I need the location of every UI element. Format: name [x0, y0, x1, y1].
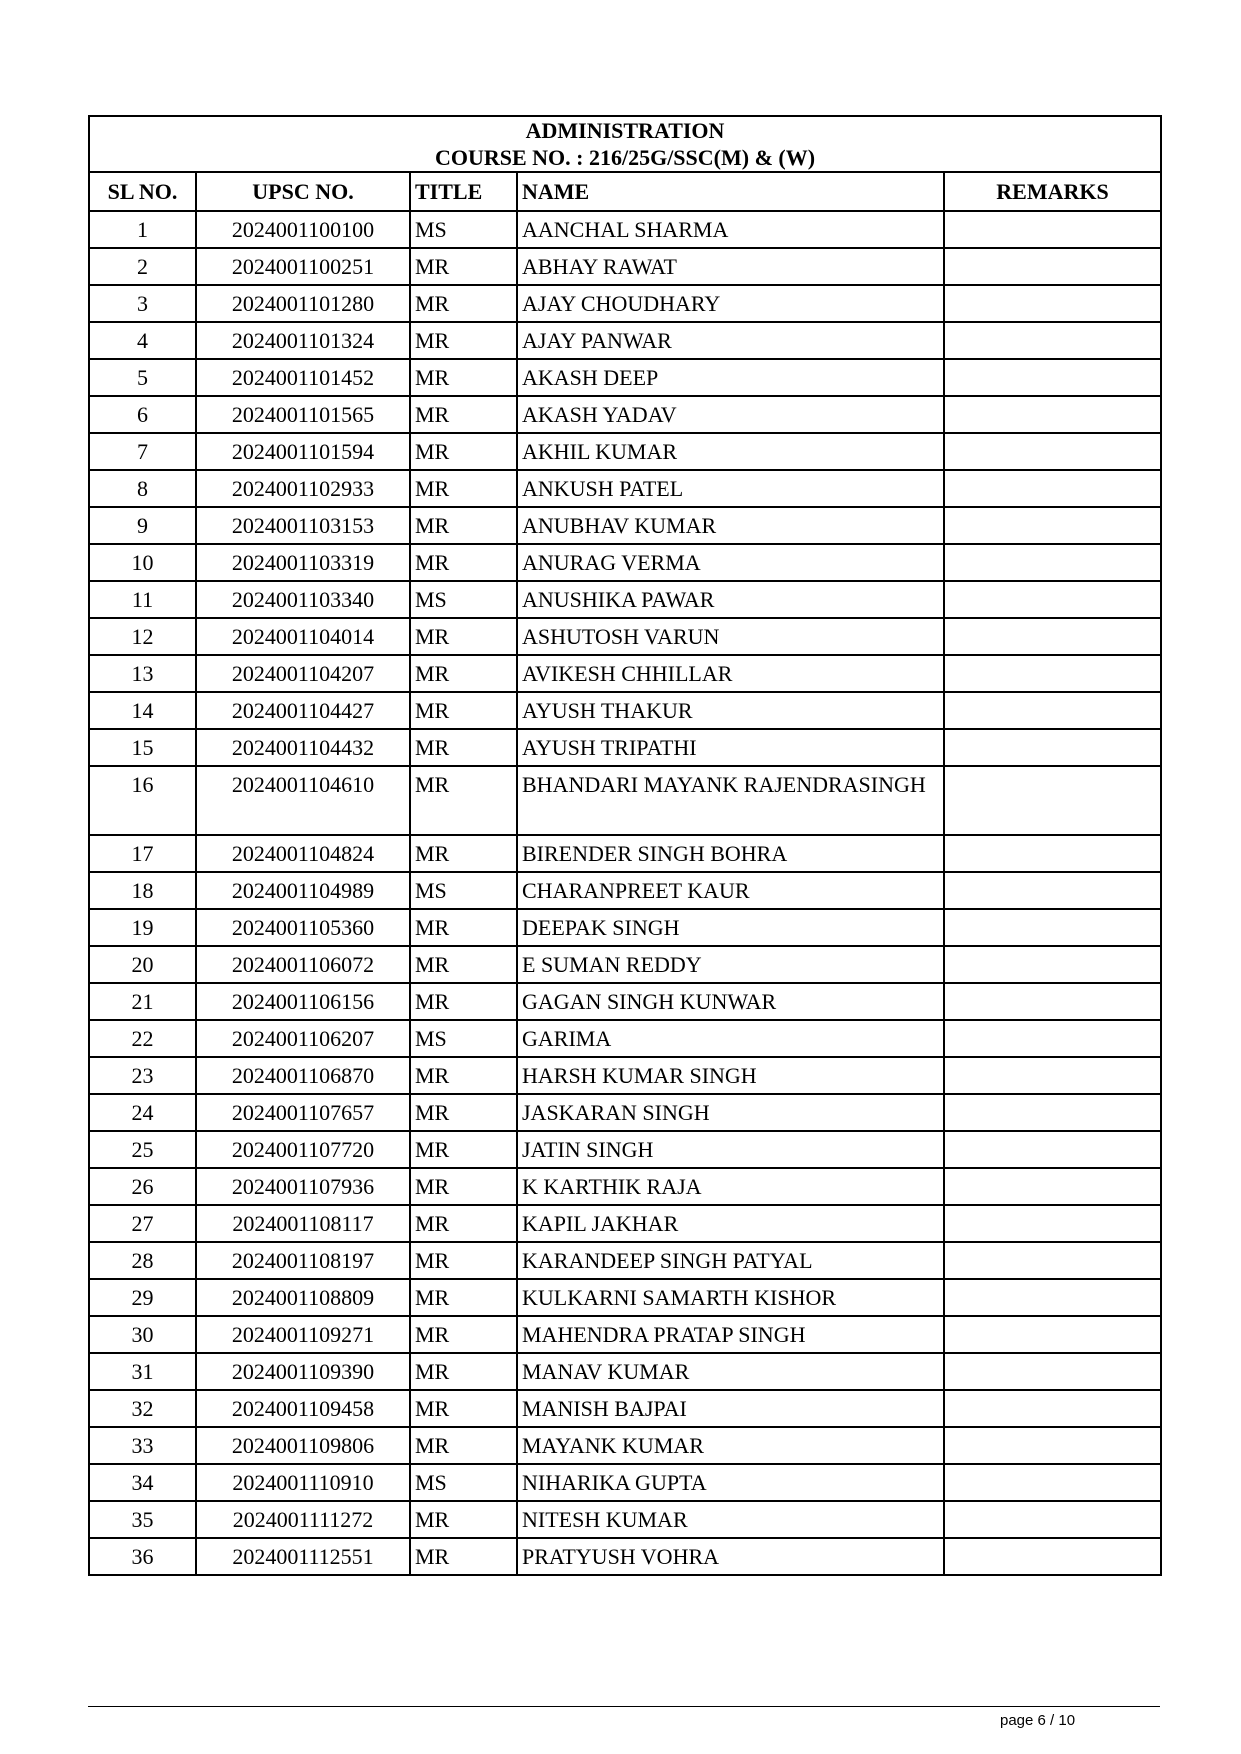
name-cell: NITESH KUMAR — [517, 1501, 944, 1538]
sl-no-cell: 8 — [89, 470, 196, 507]
sl-no-cell: 26 — [89, 1168, 196, 1205]
sl-no-cell: 35 — [89, 1501, 196, 1538]
title-cell: MR — [410, 692, 517, 729]
table-banner — [89, 116, 1161, 172]
remarks-cell — [944, 1538, 1161, 1575]
sl-no-cell: 15 — [89, 729, 196, 766]
title-cell: MR — [410, 618, 517, 655]
sl-no-cell: 34 — [89, 1464, 196, 1501]
sl-no-cell: 20 — [89, 946, 196, 983]
table-row — [89, 285, 1161, 322]
name-cell: AKASH YADAV — [517, 396, 944, 433]
upsc-no-cell: 2024001100100 — [196, 211, 410, 248]
title-cell: MS — [410, 1020, 517, 1057]
remarks-cell — [944, 1501, 1161, 1538]
remarks-cell — [944, 581, 1161, 618]
sl-no-cell: 27 — [89, 1205, 196, 1242]
upsc-no-cell: 2024001109390 — [196, 1353, 410, 1390]
table-row — [89, 396, 1161, 433]
title-cell: MR — [410, 322, 517, 359]
upsc-no-cell: 2024001100251 — [196, 248, 410, 285]
sl-no-cell: 30 — [89, 1316, 196, 1353]
title-cell: MR — [410, 1057, 517, 1094]
title-cell: MR — [410, 1205, 517, 1242]
upsc-no-cell: 2024001104989 — [196, 872, 410, 909]
title-cell: MR — [410, 248, 517, 285]
upsc-no-cell: 2024001105360 — [196, 909, 410, 946]
remarks-cell — [944, 618, 1161, 655]
title-cell: MR — [410, 1168, 517, 1205]
sl-no-cell: 36 — [89, 1538, 196, 1575]
table-row — [89, 1390, 1161, 1427]
name-cell: AKHIL KUMAR — [517, 433, 944, 470]
table-row — [89, 433, 1161, 470]
title-cell: MR — [410, 1501, 517, 1538]
sl-no-cell: 6 — [89, 396, 196, 433]
upsc-no-cell: 2024001107720 — [196, 1131, 410, 1168]
sl-no-cell: 28 — [89, 1242, 196, 1279]
name-cell: MANISH BAJPAI — [517, 1390, 944, 1427]
name-cell: MANAV KUMAR — [517, 1353, 944, 1390]
sl-no-cell: 22 — [89, 1020, 196, 1057]
remarks-cell — [944, 1242, 1161, 1279]
remarks-cell — [944, 1131, 1161, 1168]
name-cell: AYUSH THAKUR — [517, 692, 944, 729]
footer-divider — [88, 1706, 1160, 1707]
remarks-cell — [944, 729, 1161, 766]
sl-no-cell: 13 — [89, 655, 196, 692]
upsc-no-cell: 2024001109271 — [196, 1316, 410, 1353]
name-cell: AKASH DEEP — [517, 359, 944, 396]
table-row — [89, 1168, 1161, 1205]
table-row — [89, 1279, 1161, 1316]
table-row — [89, 1464, 1161, 1501]
upsc-no-cell: 2024001107936 — [196, 1168, 410, 1205]
sl-no-cell: 7 — [89, 433, 196, 470]
sl-no-cell: 12 — [89, 618, 196, 655]
table-row — [89, 1094, 1161, 1131]
remarks-cell — [944, 835, 1161, 872]
upsc-no-cell: 2024001106207 — [196, 1020, 410, 1057]
column-header-title: TITLE — [410, 172, 517, 211]
upsc-no-cell: 2024001112551 — [196, 1538, 410, 1575]
remarks-cell — [944, 359, 1161, 396]
title-cell: MR — [410, 835, 517, 872]
remarks-cell — [944, 507, 1161, 544]
table-row — [89, 1427, 1161, 1464]
remarks-cell — [944, 470, 1161, 507]
table-row — [89, 1538, 1161, 1575]
name-cell: ANURAG VERMA — [517, 544, 944, 581]
name-cell: AYUSH TRIPATHI — [517, 729, 944, 766]
title-cell: MR — [410, 1390, 517, 1427]
upsc-no-cell: 2024001101324 — [196, 322, 410, 359]
name-cell: ANKUSH PATEL — [517, 470, 944, 507]
name-cell: HARSH KUMAR SINGH — [517, 1057, 944, 1094]
remarks-cell — [944, 1094, 1161, 1131]
table-row — [89, 655, 1161, 692]
name-cell: KULKARNI SAMARTH KISHOR — [517, 1279, 944, 1316]
name-cell: AVIKESH CHHILLAR — [517, 655, 944, 692]
title-cell: MR — [410, 470, 517, 507]
remarks-cell — [944, 1316, 1161, 1353]
name-cell: KARANDEEP SINGH PATYAL — [517, 1242, 944, 1279]
upsc-no-cell: 2024001101280 — [196, 285, 410, 322]
table-row — [89, 1057, 1161, 1094]
upsc-no-cell: 2024001102933 — [196, 470, 410, 507]
table-row — [89, 359, 1161, 396]
remarks-cell — [944, 872, 1161, 909]
upsc-no-cell: 2024001101594 — [196, 433, 410, 470]
name-cell: ABHAY RAWAT — [517, 248, 944, 285]
upsc-no-cell: 2024001108117 — [196, 1205, 410, 1242]
table-row — [89, 766, 1161, 835]
course-heading: COURSE NO. : 216/25G/SSC(M) & (W) — [434, 145, 816, 170]
remarks-cell — [944, 285, 1161, 322]
name-cell: PRATYUSH VOHRA — [517, 1538, 944, 1575]
upsc-no-cell: 2024001106072 — [196, 946, 410, 983]
roster-table — [88, 115, 1162, 1576]
title-cell: MR — [410, 359, 517, 396]
table-row — [89, 872, 1161, 909]
table-row — [89, 211, 1161, 248]
remarks-cell — [944, 1279, 1161, 1316]
table-row — [89, 322, 1161, 359]
table-row — [89, 507, 1161, 544]
name-cell: ANUBHAV KUMAR — [517, 507, 944, 544]
sl-no-cell: 25 — [89, 1131, 196, 1168]
remarks-cell — [944, 766, 1161, 835]
sl-no-cell: 3 — [89, 285, 196, 322]
name-cell: K KARTHIK RAJA — [517, 1168, 944, 1205]
title-cell: MR — [410, 983, 517, 1020]
title-cell: MS — [410, 211, 517, 248]
sl-no-cell: 33 — [89, 1427, 196, 1464]
sl-no-cell: 23 — [89, 1057, 196, 1094]
remarks-cell — [944, 322, 1161, 359]
name-cell: GARIMA — [517, 1020, 944, 1057]
title-cell: MR — [410, 946, 517, 983]
upsc-no-cell: 2024001109806 — [196, 1427, 410, 1464]
title-cell: MR — [410, 909, 517, 946]
title-cell: MR — [410, 285, 517, 322]
column-header-name: NAME — [517, 172, 944, 211]
upsc-no-cell: 2024001111272 — [196, 1501, 410, 1538]
upsc-no-cell: 2024001110910 — [196, 1464, 410, 1501]
sl-no-cell: 17 — [89, 835, 196, 872]
remarks-cell — [944, 1020, 1161, 1057]
sl-no-cell: 5 — [89, 359, 196, 396]
name-cell: CHARANPREET KAUR — [517, 872, 944, 909]
upsc-no-cell: 2024001101565 — [196, 396, 410, 433]
sl-no-cell: 31 — [89, 1353, 196, 1390]
title-cell: MR — [410, 1538, 517, 1575]
title-cell: MS — [410, 872, 517, 909]
remarks-cell — [944, 248, 1161, 285]
sl-no-cell: 32 — [89, 1390, 196, 1427]
sl-no-cell: 10 — [89, 544, 196, 581]
remarks-cell — [944, 1464, 1161, 1501]
table-row — [89, 1353, 1161, 1390]
table-banner-row — [89, 116, 1161, 172]
name-cell: MAHENDRA PRATAP SINGH — [517, 1316, 944, 1353]
title-cell: MR — [410, 1427, 517, 1464]
table-row — [89, 1501, 1161, 1538]
remarks-cell — [944, 655, 1161, 692]
upsc-no-cell: 2024001107657 — [196, 1094, 410, 1131]
table-row — [89, 618, 1161, 655]
name-cell: AJAY PANWAR — [517, 322, 944, 359]
title-cell: MR — [410, 433, 517, 470]
name-cell: ANUSHIKA PAWAR — [517, 581, 944, 618]
table-row — [89, 729, 1161, 766]
remarks-cell — [944, 909, 1161, 946]
remarks-cell — [944, 1205, 1161, 1242]
table-row — [89, 946, 1161, 983]
sl-no-cell: 1 — [89, 211, 196, 248]
upsc-no-cell: 2024001104427 — [196, 692, 410, 729]
remarks-cell — [944, 396, 1161, 433]
name-cell: BIRENDER SINGH BOHRA — [517, 835, 944, 872]
name-cell: AJAY CHOUDHARY — [517, 285, 944, 322]
name-cell: GAGAN SINGH KUNWAR — [517, 983, 944, 1020]
name-cell: NIHARIKA GUPTA — [517, 1464, 944, 1501]
remarks-cell — [944, 692, 1161, 729]
sl-no-cell: 29 — [89, 1279, 196, 1316]
sl-no-cell: 18 — [89, 872, 196, 909]
roster-sheet — [88, 115, 1160, 1576]
table-row — [89, 581, 1161, 618]
upsc-no-cell: 2024001104014 — [196, 618, 410, 655]
sl-no-cell: 2 — [89, 248, 196, 285]
upsc-no-cell: 2024001109458 — [196, 1390, 410, 1427]
title-cell: MR — [410, 1316, 517, 1353]
title-cell: MR — [410, 1131, 517, 1168]
roster-body — [89, 211, 1161, 1575]
name-cell: JASKARAN SINGH — [517, 1094, 944, 1131]
sl-no-cell: 16 — [89, 766, 196, 835]
title-cell: MR — [410, 1094, 517, 1131]
name-cell: MAYANK KUMAR — [517, 1427, 944, 1464]
title-cell: MR — [410, 1353, 517, 1390]
sl-no-cell: 4 — [89, 322, 196, 359]
sl-no-cell: 21 — [89, 983, 196, 1020]
table-row — [89, 1131, 1161, 1168]
name-cell: BHANDARI MAYANK RAJENDRASINGH — [517, 766, 944, 835]
name-cell: ASHUTOSH VARUN — [517, 618, 944, 655]
column-header-row — [89, 172, 1161, 211]
title-cell: MR — [410, 396, 517, 433]
upsc-no-cell: 2024001108197 — [196, 1242, 410, 1279]
table-row — [89, 983, 1161, 1020]
title-cell: MR — [410, 1279, 517, 1316]
table-row — [89, 1316, 1161, 1353]
upsc-no-cell: 2024001108809 — [196, 1279, 410, 1316]
remarks-cell — [944, 211, 1161, 248]
table-row — [89, 1242, 1161, 1279]
department-heading: ADMINISTRATION — [525, 118, 725, 143]
upsc-no-cell: 2024001104824 — [196, 835, 410, 872]
upsc-no-cell: 2024001104207 — [196, 655, 410, 692]
upsc-no-cell: 2024001103319 — [196, 544, 410, 581]
sl-no-cell: 11 — [89, 581, 196, 618]
table-row — [89, 1205, 1161, 1242]
remarks-cell — [944, 1390, 1161, 1427]
name-cell: E SUMAN REDDY — [517, 946, 944, 983]
table-row — [89, 544, 1161, 581]
remarks-cell — [944, 1168, 1161, 1205]
title-cell: MR — [410, 655, 517, 692]
column-header-remarks: REMARKS — [944, 172, 1161, 211]
remarks-cell — [944, 1427, 1161, 1464]
upsc-no-cell: 2024001103340 — [196, 581, 410, 618]
title-cell: MR — [410, 1242, 517, 1279]
upsc-no-cell: 2024001103153 — [196, 507, 410, 544]
table-row — [89, 248, 1161, 285]
table-row — [89, 835, 1161, 872]
column-header-upsc-no: UPSC NO. — [196, 172, 410, 211]
upsc-no-cell: 2024001104432 — [196, 729, 410, 766]
remarks-cell — [944, 946, 1161, 983]
remarks-cell — [944, 433, 1161, 470]
upsc-no-cell: 2024001104610 — [196, 766, 410, 835]
title-cell: MR — [410, 766, 517, 835]
sl-no-cell: 19 — [89, 909, 196, 946]
upsc-no-cell: 2024001106156 — [196, 983, 410, 1020]
title-cell: MR — [410, 729, 517, 766]
remarks-cell — [944, 1353, 1161, 1390]
remarks-cell — [944, 544, 1161, 581]
sl-no-cell: 24 — [89, 1094, 196, 1131]
table-row — [89, 909, 1161, 946]
title-cell: MS — [410, 1464, 517, 1501]
title-cell: MR — [410, 507, 517, 544]
page-number: page 6 / 10 — [1000, 1712, 1076, 1729]
upsc-no-cell: 2024001106870 — [196, 1057, 410, 1094]
name-cell: AANCHAL SHARMA — [517, 211, 944, 248]
name-cell: JATIN SINGH — [517, 1131, 944, 1168]
upsc-no-cell: 2024001101452 — [196, 359, 410, 396]
sl-no-cell: 9 — [89, 507, 196, 544]
table-row — [89, 1020, 1161, 1057]
column-header-sl-no: SL NO. — [89, 172, 196, 211]
title-cell: MS — [410, 581, 517, 618]
remarks-cell — [944, 1057, 1161, 1094]
title-cell: MR — [410, 544, 517, 581]
sl-no-cell: 14 — [89, 692, 196, 729]
name-cell: KAPIL JAKHAR — [517, 1205, 944, 1242]
name-cell: DEEPAK SINGH — [517, 909, 944, 946]
table-row — [89, 692, 1161, 729]
remarks-cell — [944, 983, 1161, 1020]
table-row — [89, 470, 1161, 507]
